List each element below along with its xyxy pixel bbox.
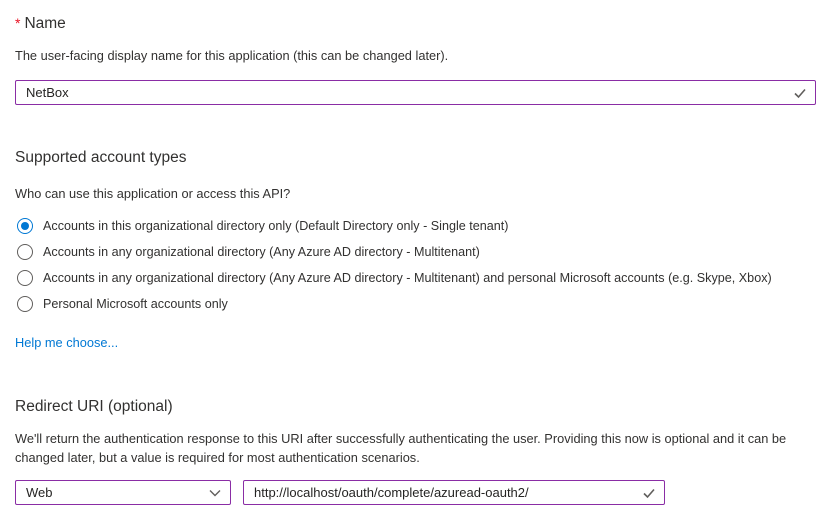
radio-icon[interactable] xyxy=(17,244,33,260)
radio-option-personal-only[interactable] xyxy=(15,291,814,317)
name-description: The user-facing display name for this application (this can be changed later). xyxy=(15,48,449,63)
radio-icon[interactable] xyxy=(17,270,33,286)
radio-option-label: Personal Microsoft accounts only xyxy=(43,297,228,311)
radio-option-single-tenant[interactable] xyxy=(15,213,814,239)
name-section-heading xyxy=(15,13,814,34)
platform-select[interactable]: Web xyxy=(15,480,231,505)
redirect-uri-row xyxy=(15,480,814,505)
redirect-uri-input[interactable] xyxy=(243,480,665,505)
name-input-container xyxy=(15,80,816,105)
radio-option-multitenant[interactable] xyxy=(15,239,814,265)
radio-icon[interactable] xyxy=(17,218,33,234)
account-types-question: Who can use this application or access this API? xyxy=(15,186,291,201)
account-types-radio-group xyxy=(15,213,814,317)
radio-option-label: Accounts in this organizational directory only (Default Directory only - Single tenant) xyxy=(43,219,509,233)
radio-option-label: Accounts in any organizational directory (Any Azure AD directory - Multitenant) and personal Microsoft accounts (e.g. Skype, Xbox) xyxy=(43,271,772,285)
platform-select-container xyxy=(15,480,231,505)
redirect-uri-description: We'll return the authentication response to this URI after successfully authenticating the user. Providing this now is optional and it can be changed later, but a value is required for most authentication scenarios. xyxy=(15,431,787,465)
help-me-choose-link[interactable]: Help me choose... xyxy=(15,335,119,350)
redirect-uri-input-container xyxy=(243,480,665,505)
redirect-uri-heading: Redirect URI (optional) xyxy=(15,398,173,415)
account-types-heading: Supported account types xyxy=(15,149,187,166)
radio-option-multitenant-personal[interactable] xyxy=(15,265,814,291)
required-asterisk: * xyxy=(15,15,21,31)
radio-icon[interactable] xyxy=(17,296,33,312)
name-input[interactable] xyxy=(15,80,816,105)
radio-option-label: Accounts in any organizational directory (Any Azure AD directory - Multitenant) xyxy=(43,245,480,259)
name-label: Name xyxy=(24,15,66,32)
